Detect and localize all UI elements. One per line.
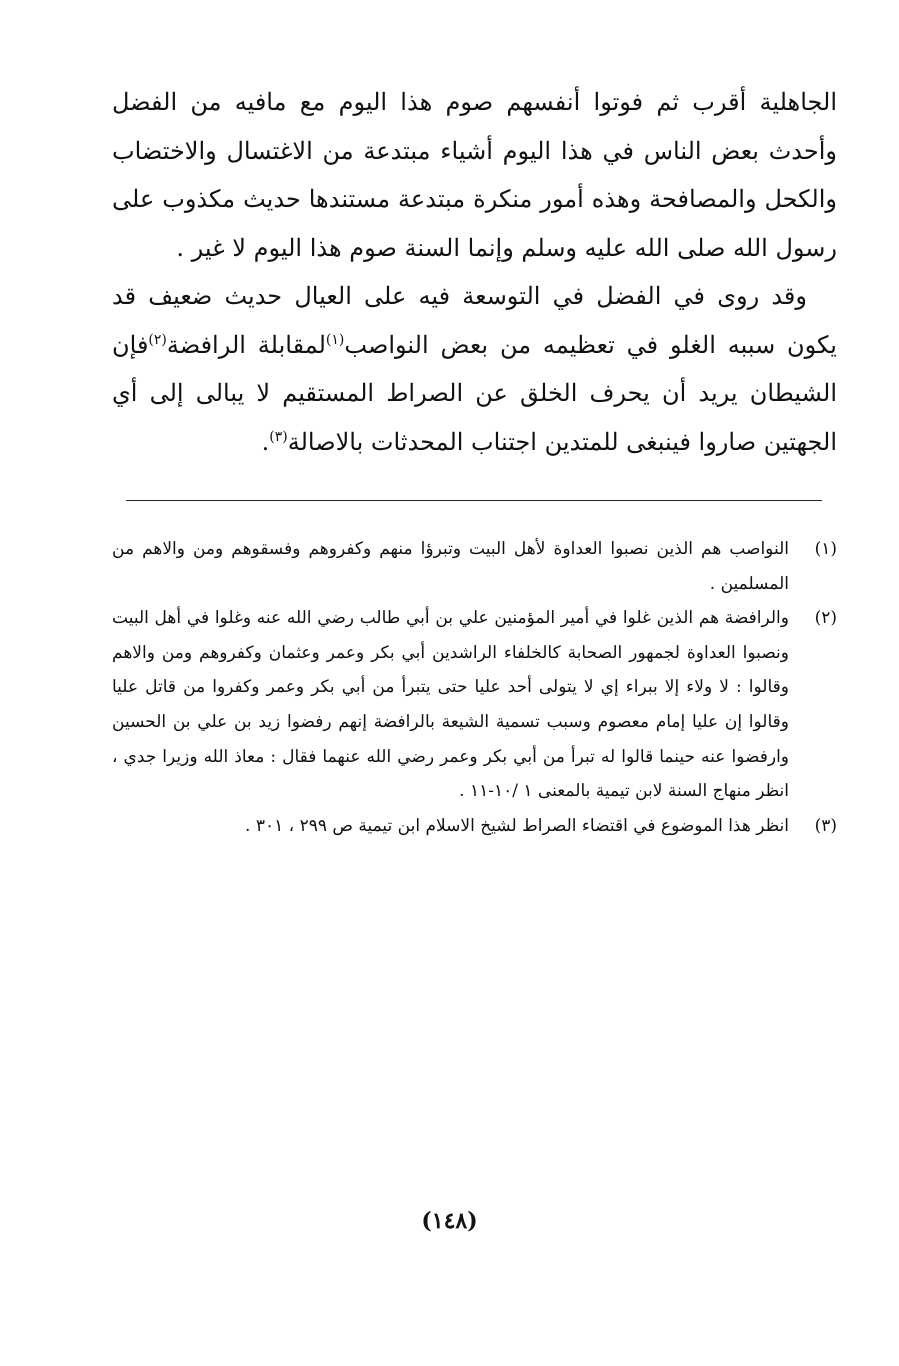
footnote-3 <box>112 809 837 844</box>
footnote-number: (٢) <box>814 608 837 629</box>
footnote-number: (١) <box>814 539 837 559</box>
footnote-separator <box>126 500 822 501</box>
main-text <box>112 78 837 466</box>
footnote-text: والرافضة هم الذين غلوا في أمير المؤمنين علي بن أبي طالب رضي الله عنه وغلوا في أهل البيت ونصبوا العداوة لجمهور الصحابة كالخلفاء الراشدين أبي بكر وعمر وعثمان وكفروهم ومن والاهم وقالوا : لا ولاء إلا ببراء إي لا يتولى أحد عليا حتى يتبرأ من أبي بكر وعمر وكفروا من قاتل عليا وقالوا إن عليا إمام معصوم وسبب تسمية الشيعة بالرافضة إنهم رفضوا زيد بن علي بن الحسين وارفضوا عنه حينما قالوا له تبرأ من أبي بكر وعمر رضي الله عنهما فقال : معاذ الله وزيرا جدي ، انظر منهاج السنة لابن تيمية بالمعنى ١ /١٠-١١ . <box>112 608 789 802</box>
paragraph-2-part-b: لمقابلة الرافضة <box>166 330 326 359</box>
paragraph-2-end: . <box>261 427 270 456</box>
footnote-ref-1[interactable]: (١) <box>325 331 345 348</box>
footnotes-section <box>112 532 837 843</box>
footnote-text: النواصب هم الذين نصبوا العداوة لأهل البيت وتبرؤا منهم وكفروهم وفسقوهم ومن والاهم من المسلمين . <box>112 539 789 594</box>
footnote-2 <box>112 601 837 809</box>
footnote-ref-2[interactable]: (٢) <box>148 331 167 348</box>
footnote-number: (٣) <box>814 815 837 836</box>
paragraph-2-part-c: فإن الشيطان يريد أن يحرف الخلق عن الصراط المستقيم لا يبالى إلى أي الجهتين صاروا فينبغى للمتدين اجتناب المحدثات بالاصالة <box>112 330 837 456</box>
footnote-ref-3[interactable]: (٣) <box>269 428 288 445</box>
footnote-text: انظر هذا الموضوع في اقتضاء الصراط لشيخ الاسلام ابن تيمية ص ٢٩٩ ، ٣٠١ . <box>245 815 789 836</box>
footnote-1 <box>112 532 837 601</box>
page-number: (١٤٨) <box>421 1208 478 1234</box>
paragraph-1: الجاهلية أقرب ثم فوتوا أنفسهم صوم هذا اليوم مع مافيه من الفضل وأحدث بعض الناس في هذا اليوم أشياء مبتدعة من الاغتسال والاختضاب والكحل والمصافحة وهذه أمور منكرة مبتدعة مستندها حديث مكذوب على رسول الله صلى الله عليه وسلم وإنما السنة صوم هذا اليوم لا غير . <box>112 88 837 262</box>
paragraph-2-part-a: وقد روى في الفضل في التوسعة فيه على العيال حديث ضعيف قد يكون سببه الغلو في تعظيمه من بعض النواصب <box>112 282 837 359</box>
paragraph-2 <box>112 272 837 466</box>
